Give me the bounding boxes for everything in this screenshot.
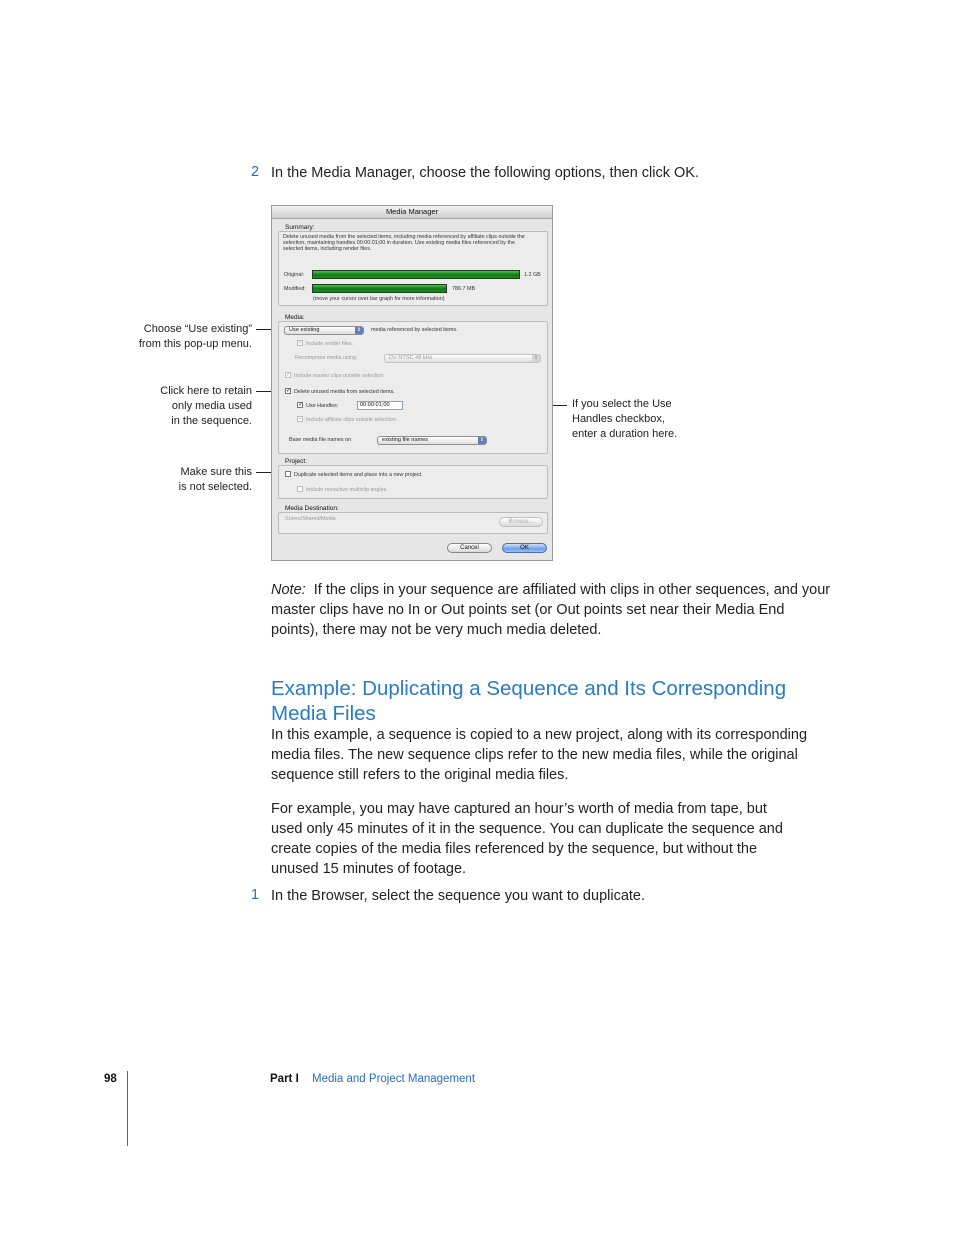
recompress-popup[interactable] — [384, 354, 541, 363]
step-text: In the Browser, select the sequence you want to duplicate. — [271, 888, 646, 904]
nonactive-angles-label: Include nonactive multiclip angles. — [306, 487, 388, 493]
footer-part: Part I — [270, 1073, 299, 1085]
callout-line: Click here to retain — [160, 385, 252, 397]
step-text: In the Media Manager, choose the following options, then click OK. — [271, 165, 699, 181]
modified-label: Modified: — [284, 286, 306, 292]
ok-button[interactable]: OK — [502, 543, 547, 553]
callout-line: enter a duration here. — [572, 428, 678, 440]
media-manager-dialog — [271, 205, 553, 561]
step-number: 2 — [251, 164, 260, 180]
note-paragraph — [271, 580, 831, 640]
section-paragraph-2: For example, you may have captured an hour’s worth of media from tape, but used only 45 minutes of it in the sequence. You can duplicate the sequence and create copies of the media files referenced by the sequence, but without the unused 15 minutes of footage. — [271, 801, 783, 877]
callout-click-retain — [110, 384, 252, 429]
note-label: Note: — [271, 582, 306, 598]
page-number: 98 — [104, 1073, 117, 1085]
browse-button[interactable]: Browse... — [499, 517, 543, 527]
section-heading — [271, 676, 871, 726]
cancel-button[interactable]: Cancel — [447, 543, 492, 553]
popup-value: Use existing — [289, 327, 320, 333]
summary-group — [278, 231, 548, 306]
callout-use-existing — [110, 322, 252, 352]
project-group — [278, 465, 548, 499]
callout-line: is not selected. — [178, 481, 252, 493]
callout-make-sure — [110, 465, 252, 495]
footer-rule — [127, 1071, 128, 1146]
media-group — [278, 321, 548, 454]
handles-duration-field[interactable]: 00:00:01;00 — [357, 401, 403, 410]
media-label: Media: — [285, 314, 305, 321]
include-master-label: Include master clips outside selection. — [294, 373, 385, 379]
note-text: If the clips in your sequence are affiliated with clips in other sequences, and your master clips have no In or Out points set (or Out points set near their Media End points), there may not be very much media deleted. — [271, 582, 831, 638]
callout-use-handles — [572, 397, 722, 442]
delete-unused-checkbox[interactable]: ✓ — [286, 388, 292, 394]
use-handles-label: Use Handles: — [306, 403, 339, 409]
callout-line: Handles checkbox, — [572, 413, 665, 425]
popup-arrows-icon: ⇕ — [356, 327, 362, 333]
include-master-checkbox[interactable]: ✓ — [286, 372, 292, 378]
original-label: Original: — [284, 272, 305, 278]
popup-value: DV NTSC 48 kHz — [389, 355, 433, 361]
dialog-title: Media Manager — [272, 206, 552, 219]
callout-line: from this pop-up menu. — [138, 338, 252, 350]
popup-value: existing file names — [382, 437, 429, 443]
modified-value: 786.7 MB — [452, 286, 476, 292]
destination-group — [278, 512, 548, 534]
delete-unused-label: Delete unused media from selected items. — [294, 389, 395, 395]
section-paragraph-1: In this example, a sequence is copied to a new project, along with its corresponding media files. The new sequence clips refer to the new media files, while the original sequence still refers to the original media files. — [271, 727, 808, 783]
include-render-label: Include render files. — [306, 341, 354, 347]
heading-line: Media Files — [271, 702, 376, 725]
summary-label: Summary: — [285, 224, 315, 231]
summary-line: Delete unused media from the selected items, including media referenced by affiliate clips outside the — [283, 234, 525, 240]
callout-line: If you select the Use — [572, 398, 672, 410]
duplicate-checkbox[interactable] — [285, 471, 291, 477]
base-names-popup[interactable] — [377, 436, 487, 445]
callout-line: Make sure this — [180, 466, 252, 478]
footer-title: Media and Project Management — [312, 1073, 476, 1085]
include-affiliate-label: Include affiliate clips outside selection. — [306, 417, 398, 423]
modified-bar[interactable] — [312, 284, 447, 293]
original-bar[interactable] — [312, 270, 520, 279]
popup-arrows-icon: ⇕ — [533, 355, 539, 361]
media-popup-suffix: media referenced by selected items. — [371, 327, 458, 333]
original-value: 1.2 GB — [524, 272, 541, 278]
include-render-checkbox[interactable]: ✓ — [298, 340, 304, 346]
recompress-label: Recompress media using: — [295, 355, 358, 361]
duplicate-label: Duplicate selected items and place into a new project. — [294, 472, 423, 478]
summary-line: selected items, including render files. — [283, 246, 372, 252]
summary-line: selection, maintaining handles 00:00:01;00 in duration. Use existing media files referenced by the — [283, 240, 515, 246]
callout-line: Choose “Use existing” — [143, 323, 252, 335]
heading-line: Example: Duplicating a Sequence and Its Corresponding — [271, 677, 787, 700]
media-action-popup[interactable] — [284, 326, 364, 335]
project-label: Project: — [285, 458, 308, 465]
base-names-label: Base media file names on — [289, 437, 352, 443]
step-number: 1 — [251, 887, 260, 903]
popup-arrows-icon: ⇕ — [479, 437, 485, 443]
callout-line: in the sequence. — [171, 415, 252, 427]
destination-label: Media Destination: — [285, 505, 339, 512]
nonactive-angles-checkbox[interactable] — [297, 486, 303, 492]
callout-line: only media used — [171, 400, 252, 412]
bar-hint: (move your cursor over bar graph for more information) — [313, 296, 445, 302]
destination-path: /Users/Shared/Media — [285, 516, 336, 522]
include-affiliate-checkbox[interactable]: ✓ — [298, 416, 304, 422]
use-handles-checkbox[interactable]: ✓ — [298, 402, 304, 408]
